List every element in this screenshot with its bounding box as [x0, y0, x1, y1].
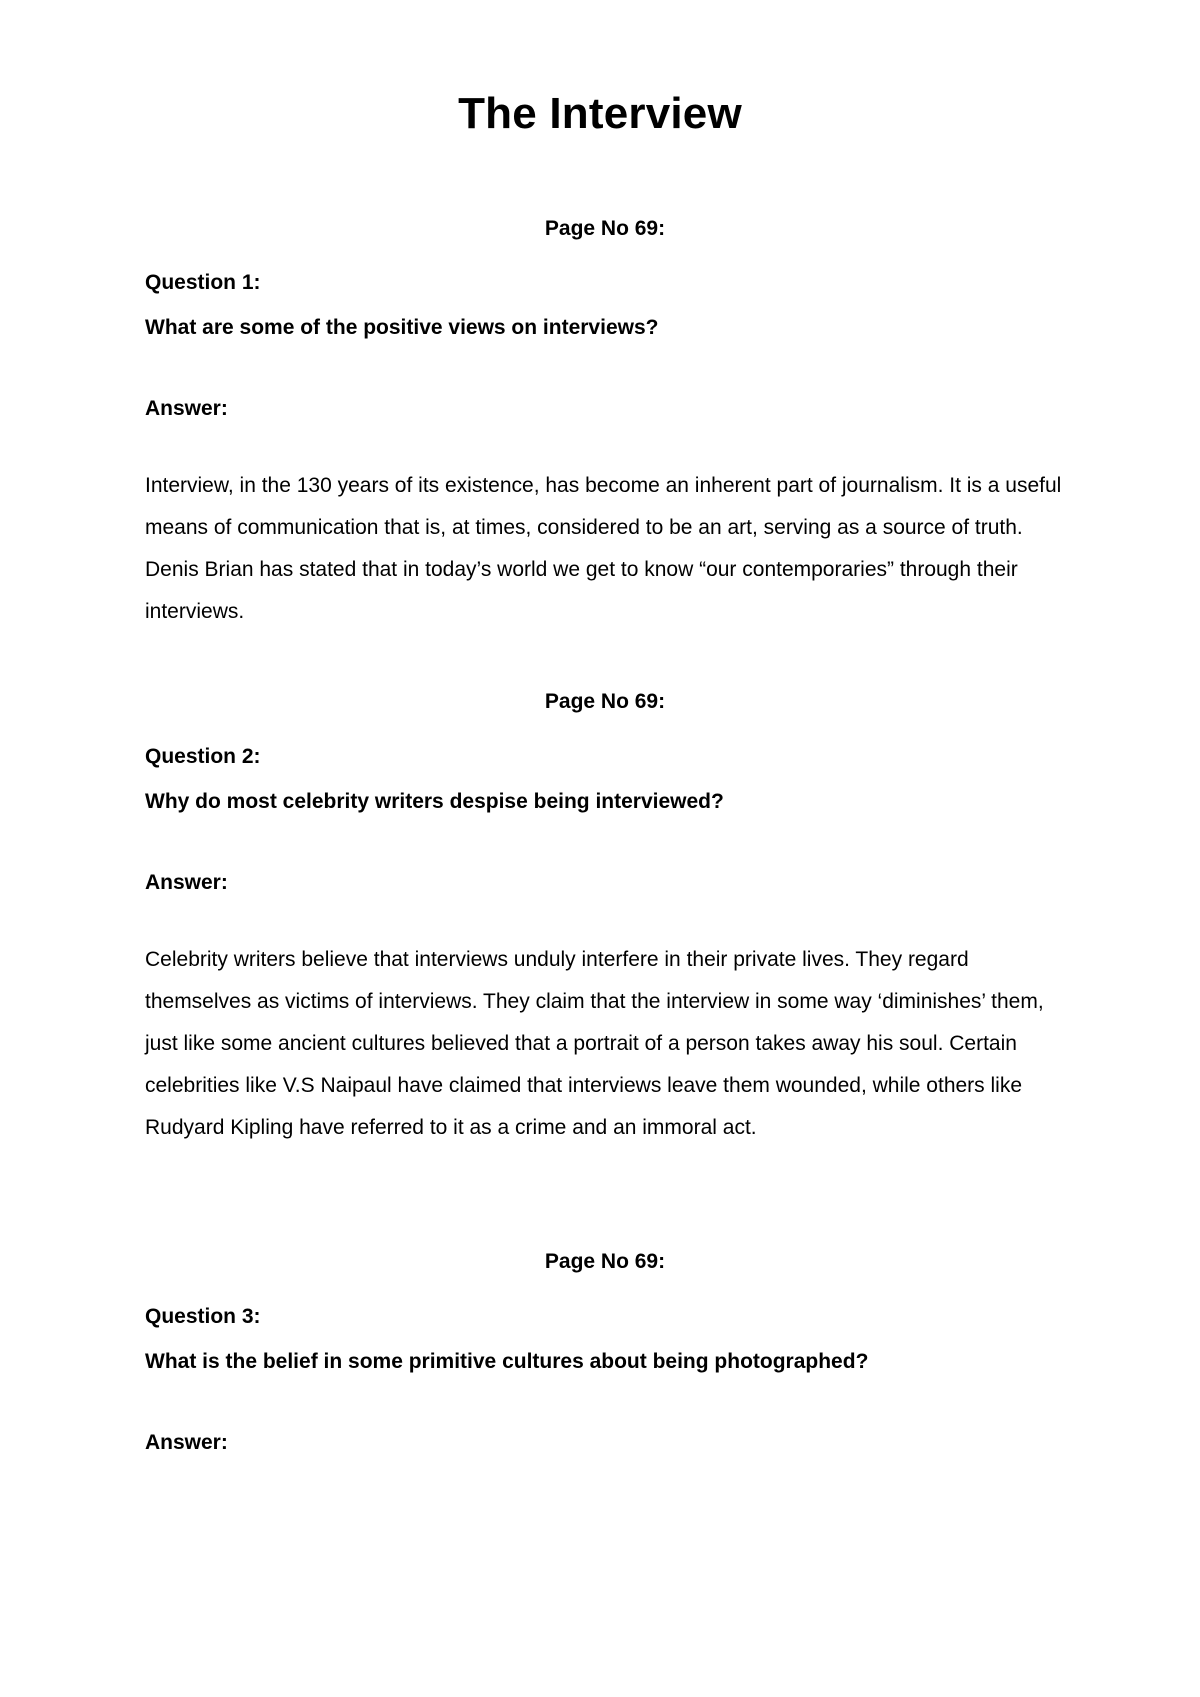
document-title: The Interview — [458, 89, 742, 138]
answer-label-block — [145, 868, 1065, 898]
page-number-label: Page No 69: — [544, 690, 666, 713]
question-label: Question 3: — [145, 1305, 261, 1328]
question-block — [145, 268, 1065, 298]
question-text: What are some of the positive views on interviews? — [145, 316, 659, 339]
question-text-block — [145, 787, 1065, 817]
answer-block — [145, 939, 1065, 1149]
question-label: Question 1: — [145, 271, 261, 294]
question-block — [145, 1302, 1065, 1332]
answer-label: Answer: — [145, 397, 228, 420]
question-text-block — [145, 313, 1065, 343]
question-text-block — [145, 1347, 1065, 1377]
answer-label-block — [145, 394, 1065, 424]
page-number-heading — [145, 1247, 1065, 1277]
page-number-heading — [145, 687, 1065, 717]
answer-block — [145, 465, 1065, 633]
question-label: Question 2: — [145, 745, 261, 768]
page-number-label: Page No 69: — [544, 1250, 666, 1273]
answer-text: Celebrity writers believe that interviews unduly interfere in their private lives. They regard themselves as victims of interviews. They claim that the interview in some way ‘diminishes’ them, just like some ancient cultures believed that a portrait of a person takes away his soul. Certain celebrities like V.S Naipaul have claimed that interviews leave them wounded, while others like Rudyard Kipling have referred to it as a crime and an immoral act. — [145, 948, 1044, 1139]
question-text: Why do most celebrity writers despise being interviewed? — [145, 790, 724, 813]
page-number-label: Page No 69: — [544, 217, 666, 240]
answer-label-block — [145, 1428, 1065, 1458]
answer-label: Answer: — [145, 1431, 228, 1454]
answer-text: Interview, in the 130 years of its existence, has become an inherent part of journalism. It is a useful means of communication that is, at times, considered to be an art, serving as a source of truth. Denis Brian has stated that in today’s world we get to know “our contemporaries” through their interviews. — [145, 474, 1062, 623]
page-number-heading — [145, 214, 1065, 244]
question-block — [145, 742, 1065, 772]
question-text: What is the belief in some primitive cultures about being photographed? — [145, 1350, 869, 1373]
answer-label: Answer: — [145, 871, 228, 894]
